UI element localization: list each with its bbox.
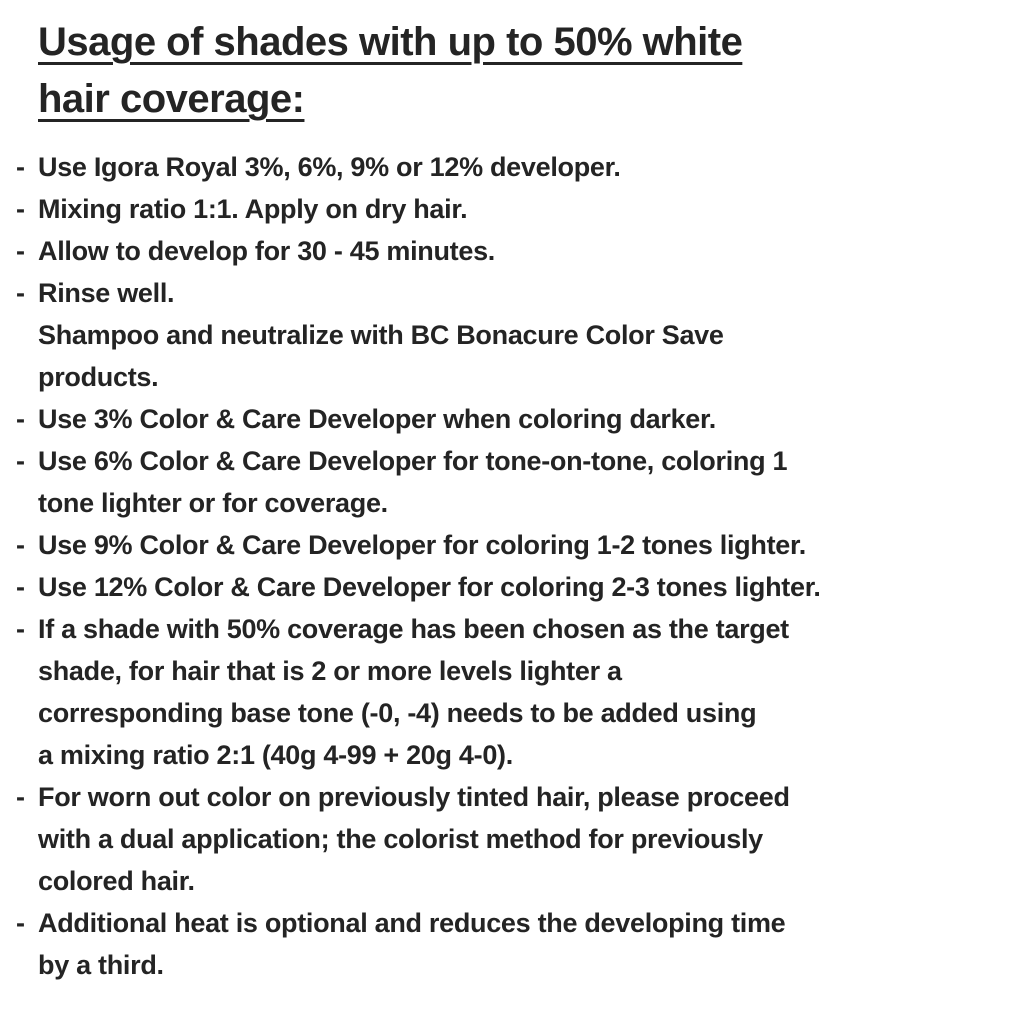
dash-marker: - [16, 572, 25, 602]
list-line [16, 524, 994, 566]
list-line-text: Use 3% Color & Care Developer when coloring darker. [38, 404, 716, 434]
list-line-text: For worn out color on previously tinted hair, please proceed [38, 782, 790, 812]
list-line [16, 650, 994, 692]
list-line-text: If a shade with 50% coverage has been chosen as the target [38, 614, 789, 644]
list-line-text: Rinse well. [38, 278, 175, 308]
list-line-text: Additional heat is optional and reduces the developing time [38, 908, 786, 938]
list-line-text: Mixing ratio 1:1. Apply on dry hair. [38, 194, 468, 224]
list-line [16, 566, 994, 608]
list-line-text: by a third. [38, 950, 164, 980]
list-line [16, 692, 994, 734]
list-line [16, 146, 994, 188]
list-line-text: shade, for hair that is 2 or more levels lighter a [38, 656, 622, 686]
page-title [38, 14, 994, 128]
dash-marker: - [16, 152, 25, 182]
list-line-text: corresponding base tone (-0, -4) needs to be added using [38, 698, 757, 728]
list-line-text: tone lighter or for coverage. [38, 488, 388, 518]
page-title-line-1: Usage of shades with up to 50% white [38, 20, 743, 64]
list-line [16, 398, 994, 440]
list-line [16, 230, 994, 272]
dash-marker: - [16, 236, 25, 266]
list-line [16, 776, 994, 818]
dash-marker: - [16, 530, 25, 560]
list-line [16, 608, 994, 650]
list-line [16, 314, 994, 356]
list-line-text: colored hair. [38, 866, 195, 896]
dash-marker: - [16, 614, 25, 644]
dash-marker: - [16, 446, 25, 476]
list-line-text: Use 12% Color & Care Developer for coloring 2-3 tones lighter. [38, 572, 821, 602]
list-line-text: Use 9% Color & Care Developer for coloring 1-2 tones lighter. [38, 530, 806, 560]
dash-marker: - [16, 908, 25, 938]
list-line-text: Use 6% Color & Care Developer for tone-on-tone, coloring 1 [38, 446, 788, 476]
dash-marker: - [16, 782, 25, 812]
list-line [16, 440, 994, 482]
list-line [16, 356, 994, 398]
dash-marker: - [16, 194, 25, 224]
list-line-text: products. [38, 362, 159, 392]
list-line-text: Allow to develop for 30 - 45 minutes. [38, 236, 495, 266]
instructions-list [16, 146, 994, 986]
list-line [16, 902, 994, 944]
list-line [16, 482, 994, 524]
list-line [16, 188, 994, 230]
list-line-text: with a dual application; the colorist method for previously [38, 824, 763, 854]
page-title-line-2: hair coverage: [38, 77, 305, 121]
dash-marker: - [16, 404, 25, 434]
list-line [16, 860, 994, 902]
list-line-text: a mixing ratio 2:1 (40g 4-99 + 20g 4-0). [38, 740, 513, 770]
list-line-text: Shampoo and neutralize with BC Bonacure Color Save [38, 320, 724, 350]
dash-marker: - [16, 278, 25, 308]
list-line [16, 818, 994, 860]
list-line [16, 272, 994, 314]
list-line-text: Use Igora Royal 3%, 6%, 9% or 12% developer. [38, 152, 621, 182]
list-line [16, 944, 994, 986]
list-line [16, 734, 994, 776]
